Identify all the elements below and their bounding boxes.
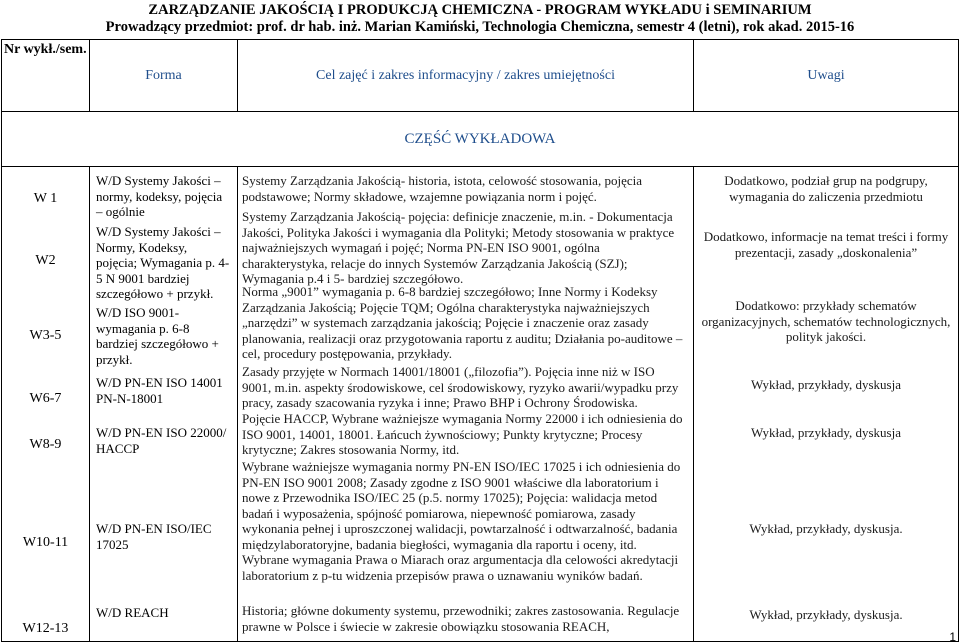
uwagi-item: Wykład, przykłady, dyskusja.	[749, 607, 903, 622]
header-cel: Cel zajęć i zakres informacyjny / zakres umiejętności	[238, 40, 694, 112]
cel-item: Zasady przyjęte w Normach 14001/18001 („filozofia”). Pojęcia inne niż w ISO 9001, m.in. aspekty środowiskowe, cel środowiskowy, ryzyko awarii/wypadku przy pracy, zasady szacowania ryzyka i inne; Prawo BHP i Ochrony Środowiska.	[242, 364, 679, 410]
uwagi-item: Wykład, przykłady, dyskusja	[750, 425, 901, 440]
uwagi-column	[694, 167, 959, 642]
cel-item: Historia; główne dokumenty systemu, przewodniki; zakres zastosowania. Regulacje prawne w Polsce i świecie w zakresie obowiązku stosowania REACH,	[242, 603, 680, 634]
table-header-row	[2, 40, 959, 112]
header-nr: Nr wykł./sem.	[2, 40, 90, 112]
uwagi-item: Wykład, przykłady, dyskusja.	[749, 521, 903, 536]
forma-item: W/D PN-EN ISO/IEC 17025	[96, 521, 212, 552]
cel-item: Norma „9001” wymagania p. 6-8 bardziej szczegółowo; Inne Normy i Kodeksy Zarządzania Jakością; Pojęcie TQM; Ogólna charakterystyka najważniejszych „narzędzi” w systemach zarządzania jakością; Pojęcie i znaczenie oraz zasady planowania, realizacji oraz przygotowania raportu z auditu; Działania po-auditowe – cel, procedury postępowania, przykłady.	[242, 284, 683, 361]
forma-item: W/D PN-EN ISO 22000/ HACCP	[96, 425, 227, 456]
uwagi-item: Dodatkowo, informacje na temat treści i formy prezentacji, zasady „doskonalenia”	[703, 229, 949, 260]
header-forma: Forma	[90, 40, 238, 112]
cel-item: Systemy Zarządzania Jakością- historia, istota, celowość stosowania, pojęcia podstawowe; Normy składowe, wzajemne powiązania norm i pojęć.	[242, 173, 642, 204]
lecture-nr: W8-9	[29, 437, 62, 452]
program-table	[1, 39, 959, 642]
lecture-nr: W6-7	[29, 391, 62, 406]
forma-column	[90, 167, 238, 642]
forma-item: W/D Systemy Jakości – normy, kodeksy, pojęcia – ogólnie	[96, 173, 223, 219]
uwagi-item: Wykład, przykłady, dyskusja	[750, 377, 901, 392]
forma-item: W/D PN-EN ISO 14001 PN-N-18001	[96, 375, 223, 406]
header-uwagi: Uwagi	[694, 40, 959, 112]
lecture-nr: W10-11	[22, 535, 69, 550]
forma-item: W/D Systemy Jakości – Normy, Kodeksy, pojęcia; Wymagania p. 4-5 N 9001 bardziej szczegółowo + przykł.	[96, 224, 230, 301]
uwagi-item: Dodatkowo: przykłady schematów organizacyjnych, schematów technologicznych, polityk jakości.	[701, 298, 951, 344]
lecture-nr: W12-13	[22, 621, 69, 636]
document-title: ZARZĄDZANIE JAKOŚCIĄ I PRODUKCJĄ CHEMICZNA - PROGRAM WYKŁADU i SEMINARIUM	[148, 2, 812, 18]
section-row	[2, 112, 959, 167]
document-subtitle: Prowadzący przedmiot: prof. dr hab. inż. Marian Kamiński, Technologia Chemiczna, semestr 4 (letni), rok akad. 2015-16	[105, 19, 855, 35]
table-row	[2, 167, 959, 642]
cel-column	[238, 167, 694, 642]
lecture-nr: W 1	[33, 191, 58, 206]
uwagi-item: Dodatkowo, podział grup na podgrupy, wymagania do zaliczenia przedmiotu	[724, 173, 928, 204]
cel-item: Systemy Zarządzania Jakością- pojęcia: definicje znaczenie, m.in. - Dokumentacja Jakości, Polityka Jakości i wymagania dla Polityki; Metody stosowania w praktyce najważniejszych wymagań i pojęć; Norma PN-EN ISO 9001, ogólna charakterystyka, relacje do innych Systemów Zarządzania Jakością (SZJ); Wymagania p.4 i 5- bardziej szczegółowo.	[242, 209, 675, 286]
page-number: 1	[949, 630, 956, 644]
cel-item: Pojęcie HACCP, Wybrane ważniejsze wymagania Normy 22000 i ich odniesienia do ISO 9001, 14001, 18001. Łańcuch żywnościowy; Punkty krytyczne; Procesy krytyczne; Zakres stosowania Normy, itd.	[242, 411, 683, 457]
forma-item: W/D ISO 9001- wymagania p. 6-8 bardziej szczegółowo + przykł.	[96, 305, 219, 367]
lecture-nr: W3-5	[29, 328, 62, 343]
document-header	[0, 0, 960, 36]
section-title: CZĘŚĆ WYKŁADOWA	[2, 112, 959, 167]
lecture-nr: W2	[35, 253, 56, 268]
forma-item: W/D REACH	[96, 605, 169, 620]
nr-column	[2, 167, 90, 642]
cel-item: Wybrane ważniejsze wymagania normy PN-EN ISO/IEC 17025 i ich odniesienia do PN-EN ISO 9001 2008; Zasady zgodne z ISO 9001 właściwe dla laboratorium i nowe z Przewodnika ISO/IEC 25 (p.5. normy 17025); Pojęcia: walidacja metod badań i wyposażenia, spójność pomiarowa, niepewność pomiarowa, zasady wykonania pełnej i uproszczonej walidacji, powtarzalność i odtwarzalność, badania międzylaboratoryjne, badania biegłości, wymagania dla raportu i oceny, itd. Wybrane wymagania Prawa o Miarach oraz argumentacja dla celowości akredytacji laboratorium z p-tu widzenia przepisów prawa o uznawaniu wyników badań.	[242, 459, 681, 583]
